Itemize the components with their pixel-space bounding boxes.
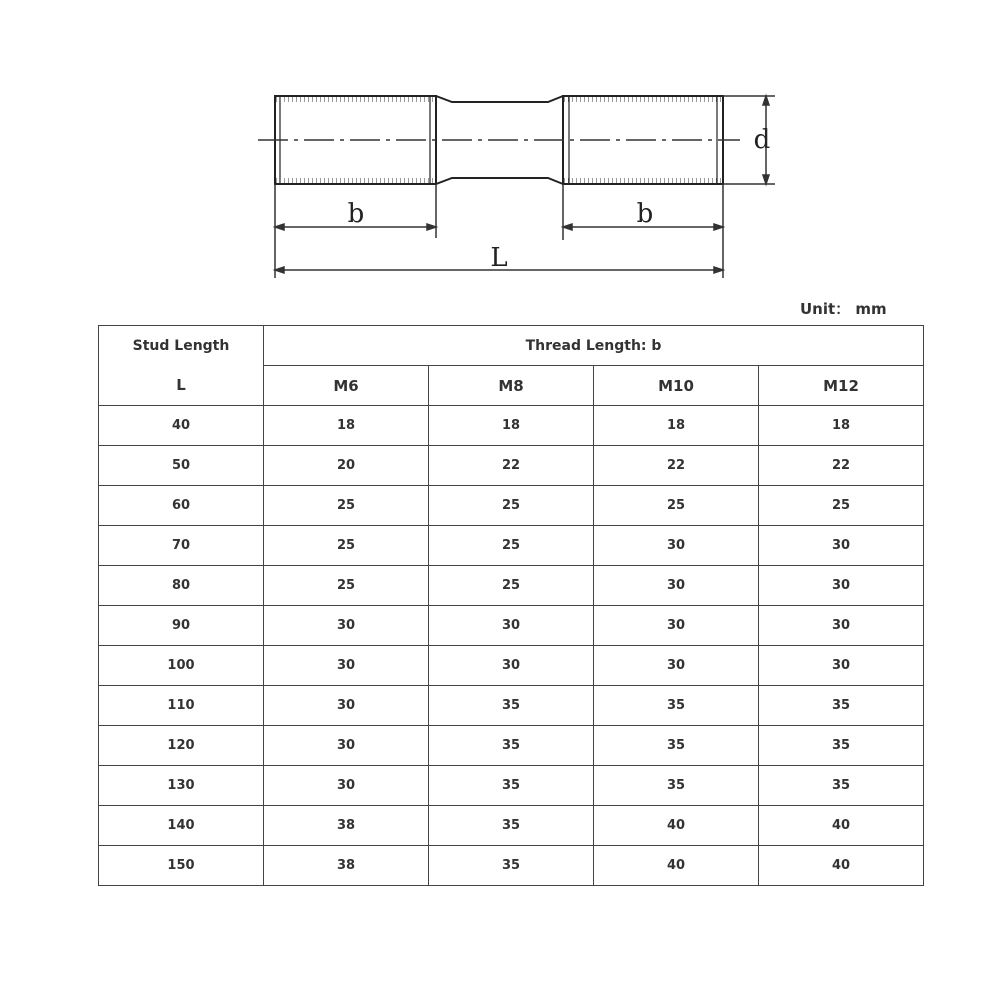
thread-length-cell: 35 xyxy=(429,806,594,846)
size-header-m6: M6 xyxy=(264,366,429,406)
thread-length-cell: 30 xyxy=(264,646,429,686)
thread-length-cell: 35 xyxy=(594,766,759,806)
thread-length-cell: 38 xyxy=(264,806,429,846)
stud-length-cell: 50 xyxy=(99,446,264,486)
thread-length-cell: 30 xyxy=(594,646,759,686)
table-row xyxy=(99,726,924,766)
size-header-m12: M12 xyxy=(759,366,924,406)
thread-length-cell: 30 xyxy=(759,646,924,686)
thread-length-table xyxy=(98,325,924,886)
label-b-right: b xyxy=(636,199,654,229)
stud-length-cell: 100 xyxy=(99,646,264,686)
thread-length-cell: 38 xyxy=(264,846,429,886)
thread-length-cell: 25 xyxy=(264,566,429,606)
thread-length-cell: 22 xyxy=(429,446,594,486)
thread-length-cell: 25 xyxy=(429,566,594,606)
thread-length-cell: 18 xyxy=(264,406,429,446)
stud-length-symbol: L xyxy=(99,366,264,406)
thread-length-cell: 25 xyxy=(429,526,594,566)
label-diameter: d xyxy=(753,125,771,155)
table-row xyxy=(99,566,924,606)
table-row xyxy=(99,686,924,726)
table-body xyxy=(99,406,924,886)
thread-length-cell: 35 xyxy=(429,846,594,886)
thread-length-cell: 30 xyxy=(759,566,924,606)
stud-length-cell: 60 xyxy=(99,486,264,526)
thread-length-cell: 35 xyxy=(759,686,924,726)
thread-length-cell: 30 xyxy=(264,726,429,766)
table-row xyxy=(99,406,924,446)
thread-length-cell: 35 xyxy=(429,726,594,766)
thread-length-cell: 35 xyxy=(429,686,594,726)
thread-length-cell: 30 xyxy=(429,606,594,646)
stud-length-cell: 90 xyxy=(99,606,264,646)
size-header-row xyxy=(99,366,924,406)
thread-length-cell: 20 xyxy=(264,446,429,486)
thread-length-cell: 40 xyxy=(594,806,759,846)
thread-length-cell: 18 xyxy=(429,406,594,446)
thread-length-cell: 30 xyxy=(264,766,429,806)
thread-length-cell: 22 xyxy=(594,446,759,486)
table-row xyxy=(99,646,924,686)
thread-length-cell: 25 xyxy=(594,486,759,526)
thread-length-cell: 30 xyxy=(759,606,924,646)
stud-length-cell: 150 xyxy=(99,846,264,886)
thread-length-cell: 35 xyxy=(759,766,924,806)
thread-length-cell: 35 xyxy=(594,726,759,766)
thread-length-cell: 18 xyxy=(594,406,759,446)
unit-label: Unit： mm xyxy=(800,300,887,318)
stud-length-cell: 140 xyxy=(99,806,264,846)
thread-length-cell: 40 xyxy=(759,846,924,886)
stud-bolt-diagram xyxy=(0,0,1000,300)
thread-length-cell: 30 xyxy=(594,606,759,646)
thread-length-cell: 35 xyxy=(759,726,924,766)
stud-length-cell: 40 xyxy=(99,406,264,446)
stud-length-cell: 120 xyxy=(99,726,264,766)
thread-length-cell: 30 xyxy=(594,566,759,606)
stud-length-cell: 130 xyxy=(99,766,264,806)
stud-length-cell: 110 xyxy=(99,686,264,726)
table-row xyxy=(99,806,924,846)
stud-length-header: Stud Length xyxy=(99,326,264,366)
thread-length-cell: 25 xyxy=(429,486,594,526)
thread-length-cell: 22 xyxy=(759,446,924,486)
thread-length-cell: 30 xyxy=(264,686,429,726)
label-b-left: b xyxy=(347,199,365,229)
size-header-m8: M8 xyxy=(429,366,594,406)
label-length: L xyxy=(490,243,508,273)
thread-length-cell: 30 xyxy=(429,646,594,686)
thread-length-cell: 40 xyxy=(594,846,759,886)
thread-length-cell: 18 xyxy=(759,406,924,446)
table-row xyxy=(99,486,924,526)
thread-length-cell: 25 xyxy=(264,486,429,526)
table-row xyxy=(99,846,924,886)
thread-length-cell: 30 xyxy=(759,526,924,566)
table-row xyxy=(99,606,924,646)
thread-length-cell: 30 xyxy=(264,606,429,646)
thread-length-cell: 25 xyxy=(759,486,924,526)
thread-length-cell: 40 xyxy=(759,806,924,846)
table-row xyxy=(99,766,924,806)
stud-length-cell: 80 xyxy=(99,566,264,606)
table-row xyxy=(99,446,924,486)
table-row xyxy=(99,526,924,566)
thread-length-cell: 30 xyxy=(594,526,759,566)
thread-length-cell: 25 xyxy=(264,526,429,566)
header-row xyxy=(99,326,924,366)
thread-length-header: Thread Length: b xyxy=(264,326,924,366)
thread-length-cell: 35 xyxy=(594,686,759,726)
thread-length-cell: 35 xyxy=(429,766,594,806)
size-header-m10: M10 xyxy=(594,366,759,406)
stud-length-cell: 70 xyxy=(99,526,264,566)
